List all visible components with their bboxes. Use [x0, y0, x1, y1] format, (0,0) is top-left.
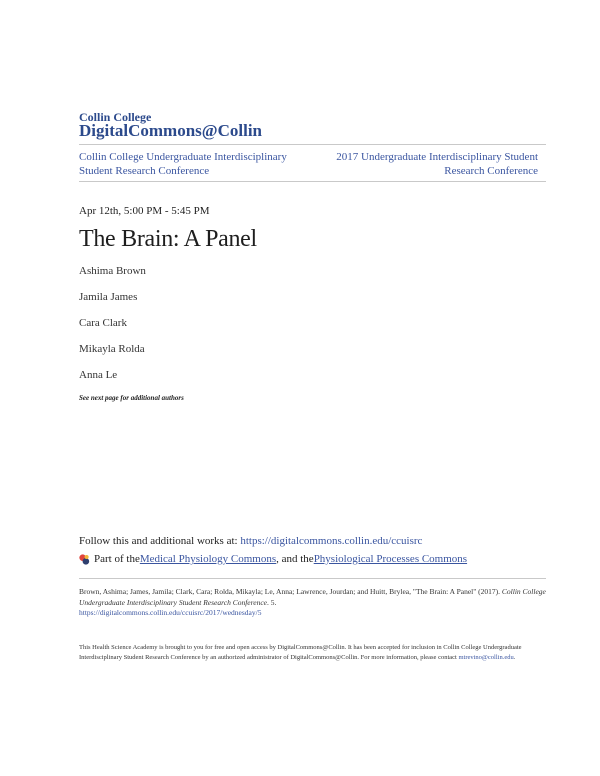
notice-end: . — [513, 654, 516, 661]
notice-text: This Health Science Academy is brought to you for free and open access by DigitalCommons@Collin. It has been accepted for inclusion in Collin College Undergraduate Interdisciplinary Student Research Conference by an authorized administrator of DigitalCommons@Collin. For more information, please contact — [79, 644, 522, 661]
commons-network-icon — [79, 554, 90, 565]
repository-name-link[interactable]: DigitalCommons@Collin — [79, 121, 262, 140]
institution-name: Collin College — [79, 110, 152, 124]
collection-link-right[interactable]: 2017 Undergraduate Interdisciplinary Student Research Conference — [336, 151, 538, 177]
citation-text: Brown, Ashima; James, Jamila; Clark, Cara; Rolda, Mikayla; Le, Anna; Lawrence, Jourdan; and Huitt, Brylea, "The Brain: A Panel" (2017). — [79, 587, 502, 596]
contact-email-link[interactable]: mtrevino@collin.edu — [458, 654, 514, 661]
citation-journal: Collin College Undergraduate Interdisciplinary Student Research Conference — [79, 587, 546, 607]
author-name: Anna Le — [79, 369, 118, 381]
page-title: The Brain: A Panel — [79, 226, 257, 252]
collection-url-link[interactable]: https://digitalcommons.collin.edu/ccuisrc — [240, 535, 423, 547]
recommended-citation — [79, 587, 546, 619]
access-notice — [79, 643, 546, 663]
follow-prefix: Follow this and additional works at: — [79, 535, 241, 547]
collection-link-left[interactable]: Collin College Undergraduate Interdisciplinary Student Research Conference — [79, 151, 287, 177]
divider-collections — [79, 181, 546, 182]
author-name: Cara Clark — [79, 317, 127, 329]
follow-line — [79, 535, 422, 547]
author-name: Ashima Brown — [79, 265, 146, 277]
event-datetime: Apr 12th, 5:00 PM - 5:45 PM — [79, 205, 210, 217]
part-of-line — [79, 553, 467, 565]
author-name: Jamila James — [79, 291, 138, 303]
divider-top — [79, 144, 546, 145]
citation-url-link[interactable]: https://digitalcommons.collin.edu/ccuisrc/2017/wednesday/5 — [79, 608, 262, 617]
part-of-prefix: Part of the — [94, 553, 140, 565]
see-more-authors-note: See next page for additional authors — [79, 394, 184, 402]
part-of-middle: , and the — [276, 553, 314, 565]
medical-physiology-commons-link[interactable]: Medical Physiology Commons — [139, 553, 277, 565]
citation-suffix: . 5. — [267, 597, 277, 607]
physiological-processes-commons-link[interactable]: Physiological Processes Commons — [313, 553, 468, 565]
divider-citation — [79, 578, 546, 579]
author-name: Mikayla Rolda — [79, 343, 145, 355]
